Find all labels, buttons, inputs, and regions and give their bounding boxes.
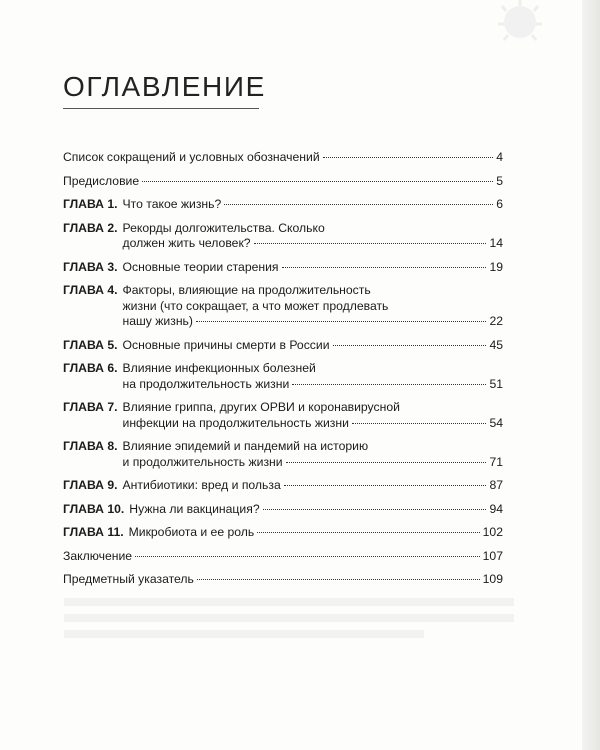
entry-title: Список сокращений и условных обозначений xyxy=(63,150,320,164)
dot-leader xyxy=(286,462,487,463)
toc-entry xyxy=(63,221,503,252)
chapter-label: ГЛАВА 6. xyxy=(63,361,118,375)
chapter-label: ГЛАВА 8. xyxy=(63,439,118,453)
page-number: 4 xyxy=(496,150,503,164)
chapter-label: ГЛАВА 9. xyxy=(63,478,118,492)
entry-title: Микробиота и ее роль xyxy=(128,525,255,539)
toc-entry xyxy=(63,150,503,166)
toc-entry xyxy=(63,174,503,190)
dot-leader xyxy=(282,267,487,268)
entry-title: Предисловие xyxy=(63,173,140,188)
entry-title-line: Рекорды долгожительства. Сколько xyxy=(122,220,325,235)
dot-leader xyxy=(142,181,493,182)
dot-leader xyxy=(323,157,494,158)
chapter-label: ГЛАВА 1. xyxy=(63,197,118,211)
entry-title-line: Влияние гриппа, других ОРВИ и коронавирусной xyxy=(122,400,400,414)
entry-title: Заключение xyxy=(63,548,133,563)
toc-entry xyxy=(63,361,503,392)
entry-title: и продолжительность жизни xyxy=(122,454,283,469)
entry-title: Нужна ли вакцинация? xyxy=(129,501,260,516)
entry-title: Что такое жизнь? xyxy=(122,197,222,211)
chapter-label: ГЛАВА 4. xyxy=(63,283,118,297)
toc-entry xyxy=(63,338,503,354)
entry-title-line: Влияние эпидемий и пандемий на историю xyxy=(122,439,369,453)
dot-leader xyxy=(197,579,480,580)
toc-entry xyxy=(63,525,503,541)
dot-leader xyxy=(352,423,487,424)
virus-watermark-icon xyxy=(480,0,560,70)
toc-entry xyxy=(63,260,503,276)
page-number: 51 xyxy=(489,376,503,391)
dot-leader xyxy=(263,509,487,510)
dot-leader xyxy=(284,485,487,486)
page-number: 45 xyxy=(489,337,503,352)
chapter-label: ГЛАВА 10. xyxy=(63,501,125,516)
dot-leader xyxy=(254,243,487,244)
toc-entry xyxy=(63,197,503,213)
page-number: 87 xyxy=(489,478,503,492)
page-number: 94 xyxy=(489,501,503,516)
toc-entry xyxy=(63,572,503,588)
title-underline xyxy=(63,108,259,109)
entry-title: нашу жизнь) xyxy=(122,314,193,328)
toc-entry xyxy=(63,283,503,330)
chapter-label: ГЛАВА 5. xyxy=(63,337,118,352)
dot-leader xyxy=(292,384,486,385)
page-number: 19 xyxy=(489,259,503,274)
chapter-label: ГЛАВА 7. xyxy=(63,400,118,414)
toc-entry xyxy=(63,439,503,470)
entry-title: на продолжительность жизни xyxy=(122,376,290,391)
entry-title: Основные теории старения xyxy=(122,259,279,274)
entry-title: должен жить человек? xyxy=(122,236,251,250)
entry-title: Предметный указатель xyxy=(63,572,194,586)
dot-leader xyxy=(224,204,493,205)
page-number: 22 xyxy=(489,314,503,328)
page-number: 109 xyxy=(482,572,503,586)
chapter-label: ГЛАВА 3. xyxy=(63,259,118,274)
entry-title-line: Влияние инфекционных болезней xyxy=(122,361,316,375)
toc-entry xyxy=(63,549,503,565)
table-of-contents xyxy=(63,150,503,596)
page-number: 6 xyxy=(496,197,503,211)
dot-leader xyxy=(257,532,479,533)
entry-title-line: Факторы, влияющие на продолжительность xyxy=(122,283,371,297)
entry-title: Антибиотики: вред и польза xyxy=(122,478,281,492)
page-number: 5 xyxy=(496,173,503,188)
toc-entry xyxy=(63,478,503,494)
chapter-label: ГЛАВА 11. xyxy=(63,525,124,539)
dot-leader xyxy=(135,556,480,557)
page-number: 107 xyxy=(482,548,503,563)
entry-title-line: жизни (что сокращает, а что может продлевать xyxy=(122,298,389,313)
page-edge xyxy=(582,0,600,750)
entry-title: Основные причины смерти в России xyxy=(122,337,330,352)
page-number: 14 xyxy=(489,236,503,250)
entry-title: инфекции на продолжительность жизни xyxy=(122,415,349,430)
page-number: 102 xyxy=(482,525,503,539)
dot-leader xyxy=(196,321,486,322)
page-title: ОГЛАВЛЕНИЕ xyxy=(63,71,266,102)
page-number: 71 xyxy=(489,454,503,469)
toc-entry xyxy=(63,400,503,431)
show-through-text xyxy=(64,590,514,646)
toc-entry xyxy=(63,502,503,518)
chapter-label: ГЛАВА 2. xyxy=(63,220,118,235)
page-number: 54 xyxy=(489,415,503,430)
dot-leader xyxy=(333,345,487,346)
